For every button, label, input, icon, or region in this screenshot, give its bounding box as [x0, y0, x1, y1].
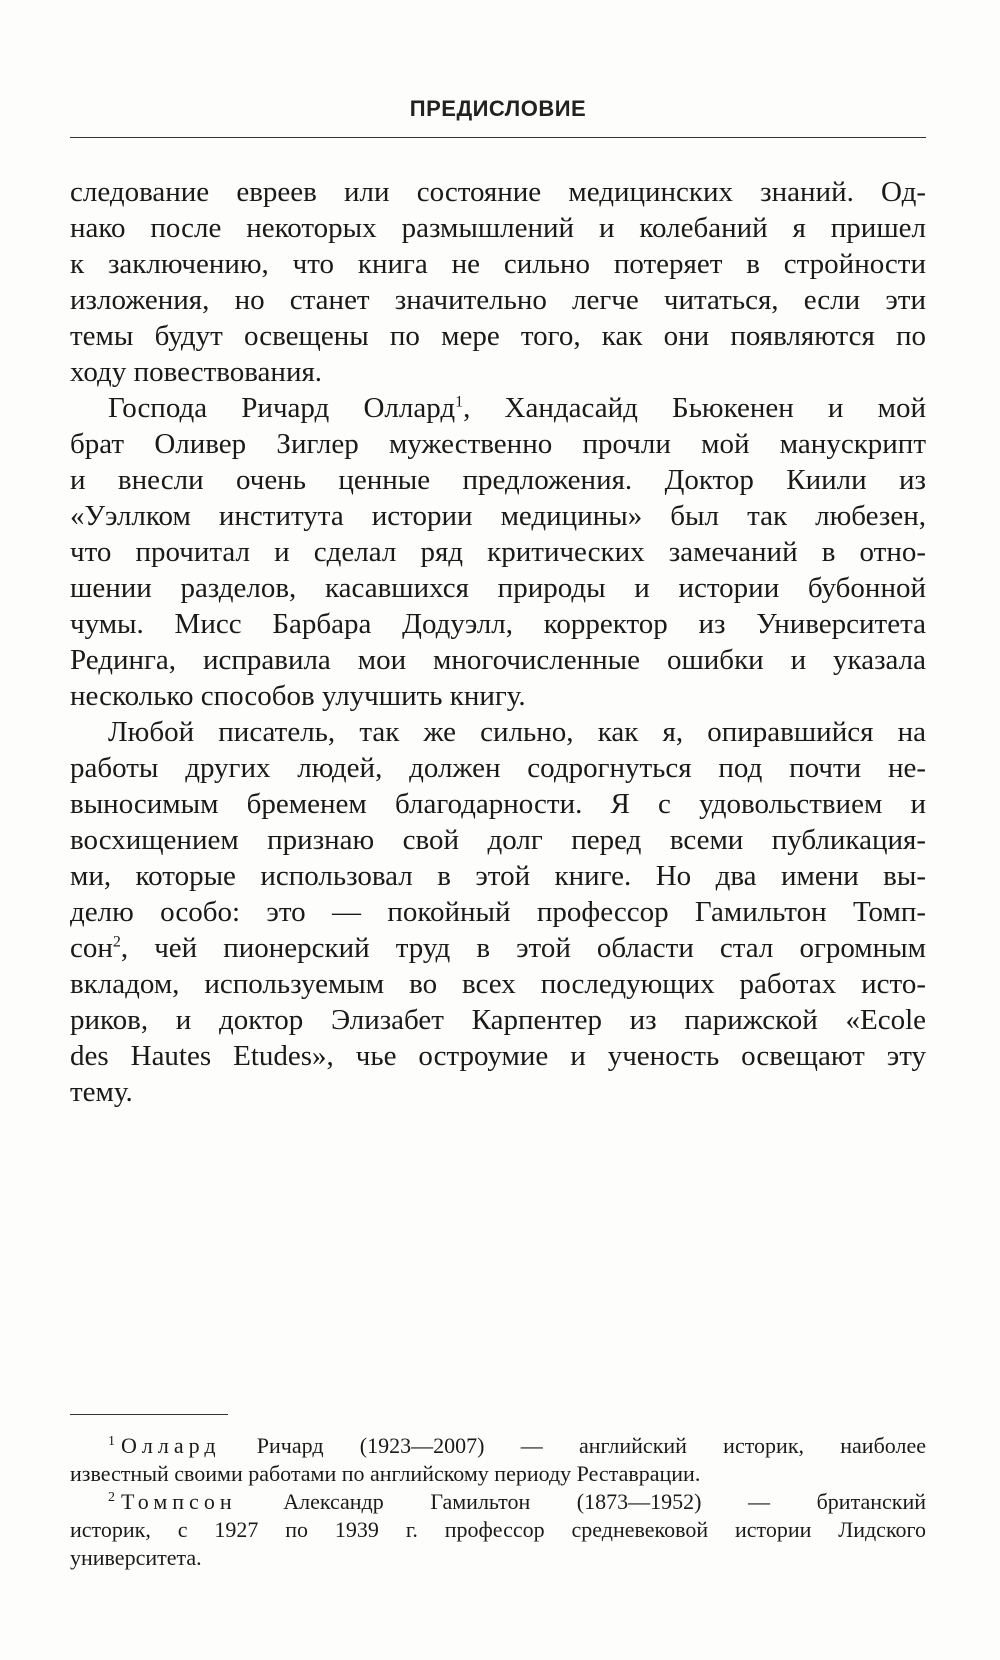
text-line: восхищением признаю свой долг перед всеми публикация- — [70, 824, 926, 856]
text-line: des Hautes Etudes», чье остроумие и ученость освещают эту — [70, 1040, 926, 1072]
text-line: выносимым бременем благодарности. Я с удовольствием и — [70, 788, 926, 820]
text-line — [70, 930, 926, 966]
text-line: к заключению, что книга не сильно потеряет в стройности — [70, 248, 926, 280]
footnote-name: Оллард — [121, 1433, 221, 1458]
footnote-mark: 1 — [108, 1433, 115, 1449]
paragraph-2 — [70, 390, 926, 714]
footnote-name: Томпсон — [121, 1489, 237, 1514]
text-run: Александр Гамильтон (1873—1952) — британский — [283, 1489, 927, 1514]
text-line: изложения, но станет значительно легче читаться, если эти — [70, 284, 926, 316]
text-line: работы других людей, должен содрогнуться под почти не- — [70, 752, 926, 784]
text-line: вкладом, используемым во всех последующих работах исто- — [70, 968, 926, 1000]
text-line: тему. — [70, 1076, 133, 1108]
text-line: риков, и доктор Элизабет Карпентер из парижской «Ecole — [70, 1004, 926, 1036]
paragraph-1 — [70, 174, 926, 390]
footnote-rule — [70, 1414, 228, 1415]
text-line: ходу повествования. — [70, 356, 323, 388]
footnote-line — [70, 1432, 926, 1460]
text-line: брат Оливер Зиглер мужественно прочли мой манускрипт — [70, 428, 926, 460]
text-line: следование евреев или состояние медицинских знаний. Од- — [70, 176, 926, 208]
text-line: ми, которые использовал в этой книге. Но два имени вы- — [70, 860, 926, 892]
footnote-line: известный своими работами по английскому периоду Реставрации. — [70, 1461, 701, 1486]
text-line: нако после некоторых размышлений и колебаний я пришел — [70, 212, 926, 244]
paragraph-3 — [70, 714, 926, 1110]
text-line: делю особо: это — покойный профессор Гамильтон Томп- — [70, 896, 926, 928]
text-line: несколько способов улучшить книгу. — [70, 680, 526, 712]
text-line: Любой писатель, так же сильно, как я, опиравшийся на — [108, 716, 926, 748]
running-title: ПРЕДИСЛОВИЕ — [409, 96, 587, 121]
footnote-line — [70, 1488, 926, 1516]
footnote-2 — [70, 1488, 926, 1572]
footnote-1 — [70, 1432, 926, 1488]
text-run: Господа Ричард Оллард — [108, 392, 456, 424]
footnotes — [70, 1432, 926, 1572]
footnote-line: университета. — [70, 1545, 202, 1570]
text-line: чумы. Мисс Барбара Додуэлл, корректор из Университета — [70, 608, 926, 640]
text-line: «Уэллком института истории медицины» был так любезен, — [70, 500, 926, 532]
text-line: Рединга, исправила мои многочисленные ошибки и указала — [70, 644, 926, 676]
text-run: сон — [70, 932, 113, 964]
text-line — [70, 390, 926, 426]
text-run: , Хандасайд Бьюкенен и мой — [463, 392, 926, 424]
text-run: Ричард (1923—2007) — английский историк, наиболее — [256, 1433, 926, 1458]
text-run: , чей пионерский труд в этой области стал огромным — [120, 932, 926, 964]
footnote-ref-2: 2 — [112, 933, 121, 951]
footnote-mark: 2 — [108, 1489, 115, 1505]
header-rule — [70, 137, 926, 138]
main-text — [70, 174, 926, 1110]
text-line: шении разделов, касавшихся природы и истории бубонной — [70, 572, 926, 604]
footnote-line: историк, с 1927 по 1939 г. профессор средневековой истории Лидского — [70, 1517, 926, 1542]
text-line: темы будут освещены по мере того, как они появляются по — [70, 320, 926, 352]
text-line: и внесли очень ценные предложения. Доктор Киили из — [70, 464, 926, 496]
text-line: что прочитал и сделал ряд критических замечаний в отно- — [70, 536, 926, 568]
footnote-ref-1: 1 — [455, 393, 464, 411]
